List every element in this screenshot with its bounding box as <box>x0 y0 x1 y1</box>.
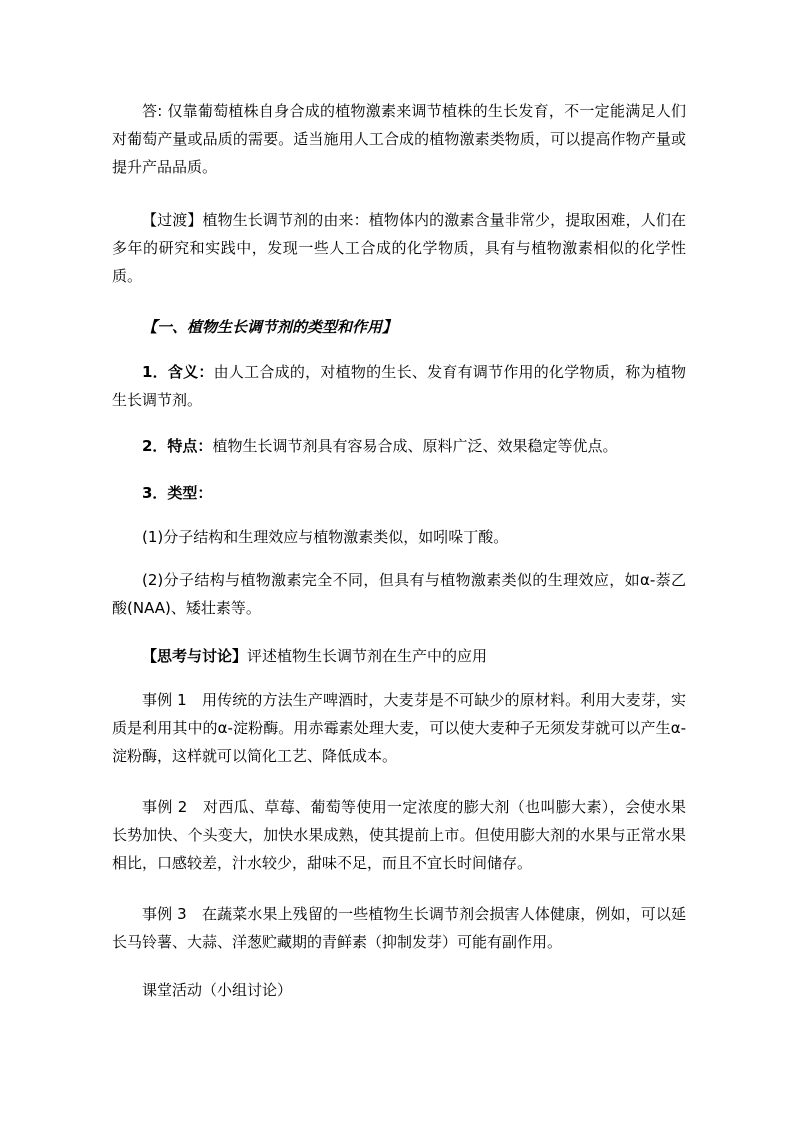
section-heading: 【一、植物生长调节剂的类型和作用】 <box>142 318 398 336</box>
item-1-paragraph <box>112 358 686 414</box>
activity-paragraph: 课堂活动（小组讨论） <box>142 981 293 999</box>
case-3-paragraph: 事例 3 在蔬菜水果上残留的一些植物生长调节剂会损害人体健康，例如，可以延长马铃薯、大蒜、洋葱贮藏期的青鲜素（抑制发芽）可能有副作用。 <box>112 905 686 951</box>
case-1-paragraph: 事例 1 用传统的方法生产啤酒时，大麦芽是不可缺少的原材料。利用大麦芽，实质是利用其中的α-淀粉酶。用赤霉素处理大麦，可以使大麦种子无须发芽就可以产生α-淀粉酶，这样就可以简化工艺、降低成本。 <box>112 691 686 765</box>
item-2-label: 2．特点： <box>142 437 213 455</box>
transition-paragraph <box>112 206 686 290</box>
item-2-paragraph <box>112 432 686 460</box>
item-3-label: 3．类型： <box>142 484 213 502</box>
discussion-label: 【思考与讨论】 <box>142 647 248 665</box>
answer-paragraph: 答: 仅靠葡萄植株自身合成的植物激素来调节植株的生长发育，不一定能满足人们对葡萄产量或品质的需要。适当施用人工合成的植物激素类物质，可以提高作物产量或提升产品品质。 <box>112 102 686 176</box>
discussion-text: 评述植物生长调节剂在生产中的应用 <box>247 647 488 665</box>
case-2-paragraph: 事例 2 对西瓜、草莓、葡萄等使用一定浓度的膨大剂（也叫膨大素），会使水果长势加快、个头变大，加快水果成熟，使其提前上市。但使用膨大剂的水果与正常水果相比，口感较差，汁水较少，甜味不足，而且不宜长时间储存。 <box>112 798 686 872</box>
item-1-label: 1．含义： <box>142 363 214 381</box>
item-2-text: 植物生长调节剂具有容易合成、原料广泛、效果稳定等优点。 <box>212 437 618 455</box>
transition-text: 植物生长调节剂的由来：植物体内的激素含量非常少，提取困难，人们在多年的研究和实践中，发现一些人工合成的化学物质，具有与植物激素相似的化学性质。 <box>112 211 686 285</box>
type-1-paragraph: (1)分子结构和生理效应与植物激素类似，如吲哚丁酸。 <box>142 528 509 546</box>
item-1-text: 由人工合成的，对植物的生长、发育有调节作用的化学物质，称为植物生长调节剂。 <box>112 363 687 409</box>
type-2-paragraph: (2)分子结构与植物激素完全不同，但具有与植物激素类似的生理效应，如α-萘乙酸(NAA)、矮壮素等。 <box>112 571 686 617</box>
transition-label: 【过渡】 <box>142 211 203 229</box>
discussion-paragraph <box>112 642 686 670</box>
